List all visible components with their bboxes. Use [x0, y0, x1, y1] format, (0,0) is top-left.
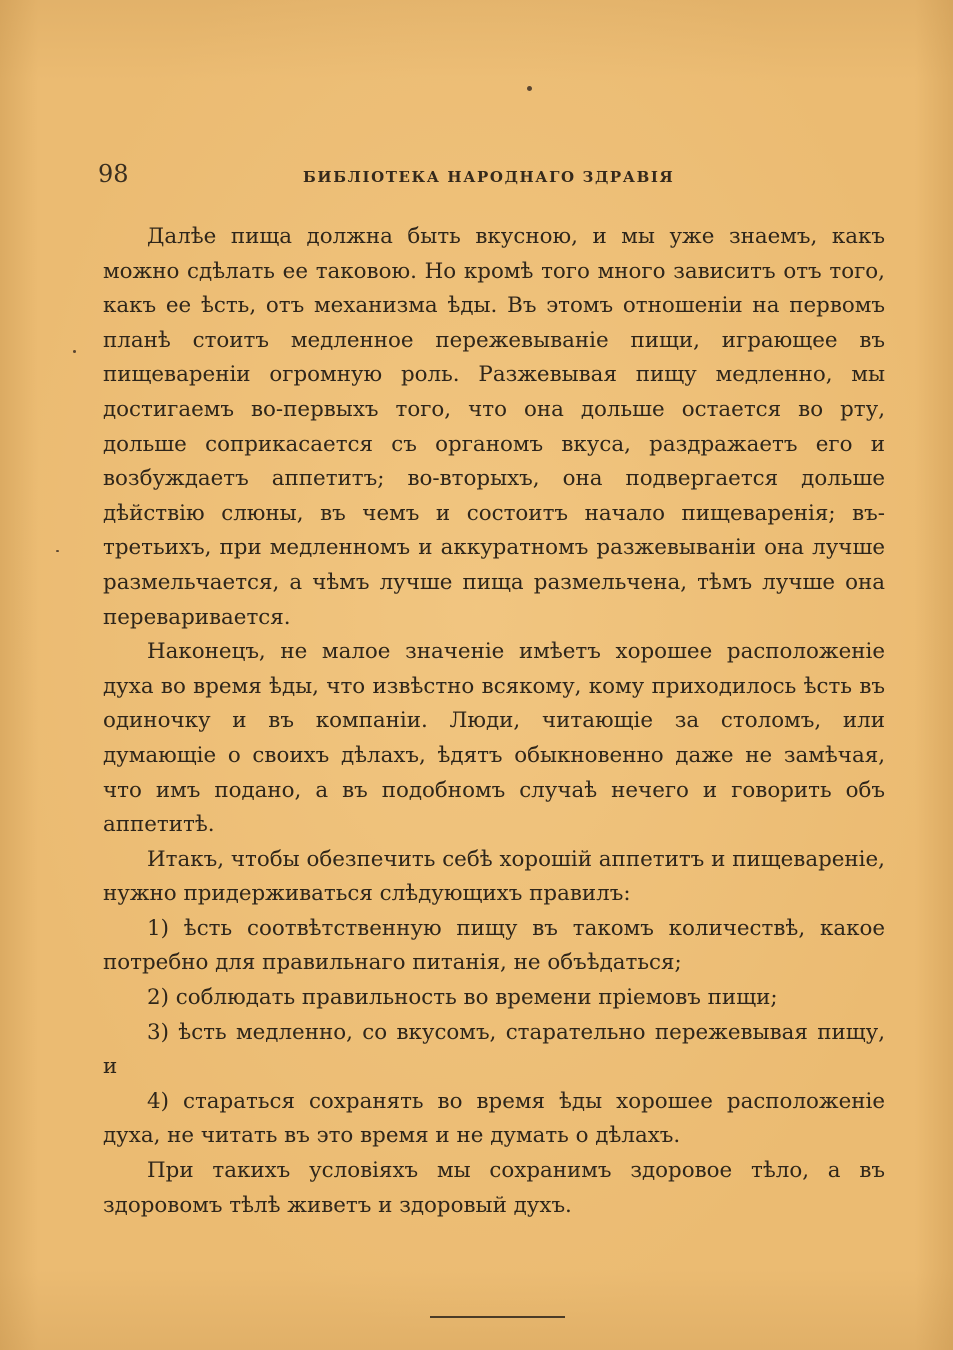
ink-speck: [527, 86, 532, 91]
rule-item-2: 2) соблюдать правильность во времени пріемовъ пищи;: [147, 985, 778, 1011]
paragraph: При такихъ условіяхъ мы сохранимъ здоровое тѣло, а въ здоровомъ тѣлѣ живетъ и здоровый духъ.: [103, 1158, 885, 1218]
ink-speck: [56, 550, 59, 552]
end-rule: [430, 1316, 565, 1318]
rule-item-4: 4) стараться сохранять во время ѣды хорошее расположеніе духа, не читать въ это время и не думать о дѣлахъ.: [103, 1088, 885, 1149]
paragraph: Итакъ, чтобы обезпечить себѣ хорошій аппетитъ и пищевареніе, нужно придерживаться слѣдующихъ правилъ:: [103, 846, 885, 907]
paragraph: Наконецъ, не малое значеніе имѣетъ хорошее расположеніе духа во время ѣды, что извѣстно всякому, кому приходилось ѣсть въ одиночку и въ компаніи. Люди, читающіе за столомъ, или думающіе о своихъ дѣлахъ, ѣдятъ обыкновенно даже не замѣчая, что имъ подано, а въ подобномъ случаѣ нечего и говорить объ аппетитѣ.: [103, 639, 885, 838]
page-number: 98: [98, 160, 129, 188]
ink-speck: [73, 350, 76, 353]
rule-item-1: 1) ѣсть соотвѣтственную пищу въ такомъ количествѣ, какое потребно для правильнаго питанія, не объѣдаться;: [103, 915, 885, 976]
body-text: [103, 220, 885, 1223]
page-header: [98, 160, 883, 192]
rule-item-3: 3) ѣсть медленно, со вкусомъ, старательно пережевывая пищу, и: [103, 1019, 885, 1080]
paragraph: Далѣе пища должна быть вкусною, и мы уже знаемъ, какъ можно сдѣлать ее таковою. Но кромѣ того много зависитъ отъ того, какъ ее ѣсть, отъ механизма ѣды. Въ этомъ отношеніи на первомъ планѣ стоитъ медленное пережевываніе пищи, играющее въ пищевареніи огромную роль. Разжевывая пищу медленно, мы достигаемъ во-первыхъ того, что она дольше остается во рту, дольше соприкасается съ органомъ вкуса, раздражаетъ его и возбуждаетъ аппетитъ; во-вторыхъ, она подвергается дольше дѣйствію слюны, въ чемъ и состоитъ начало пищеваренія; въ-третьихъ, при медленномъ и аккуратномъ разжевываніи она лучше размельчается, а чѣмъ лучше пища размельчена, тѣмъ лучше она переваривается.: [103, 224, 885, 630]
running-title: БИБЛІОТЕКА НАРОДНАГО ЗДРАВІЯ: [303, 168, 675, 186]
